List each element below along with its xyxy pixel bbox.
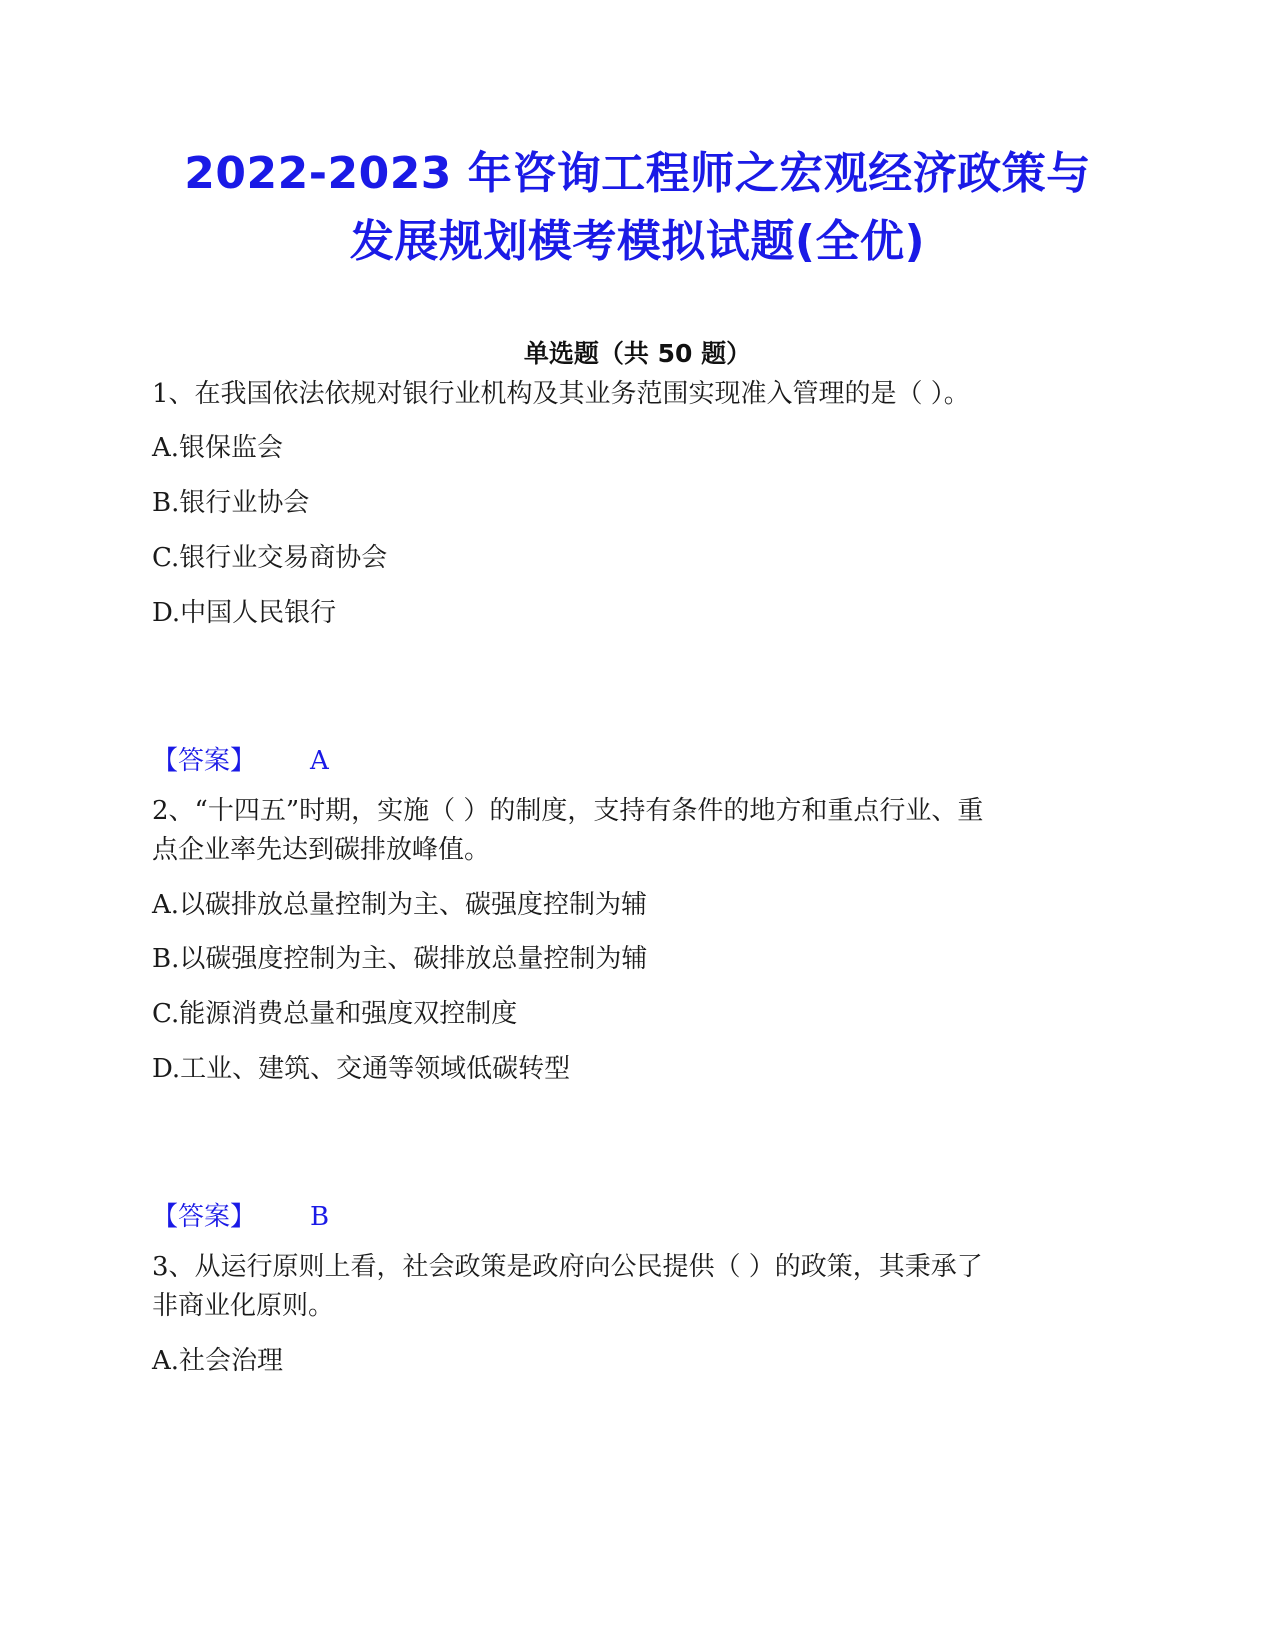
question-1-option-d: D.中国人民银行 (152, 598, 337, 628)
title-line-2: 发展规划模考模拟试题(全优) (349, 216, 926, 267)
answer-label: 【答案】 (152, 1202, 257, 1232)
answer-value: A (310, 746, 329, 776)
question-2-option-b: B.以碳强度控制为主、碳排放总量控制为辅 (152, 944, 648, 974)
document-title (120, 140, 1155, 276)
title-line-1: 2022-2023 年咨询工程师之宏观经济政策与 (184, 148, 1091, 199)
question-3-stem-line-2: 非商业化原则。 (152, 1291, 335, 1321)
question-2-stem-line-2: 点企业率先达到碳排放峰值。 (152, 835, 491, 865)
question-3-option-a: A.社会治理 (152, 1346, 284, 1376)
question-3-stem-line-1: 3、从运行原则上看，社会政策是政府向公民提供（ ）的政策，其秉承了 (152, 1252, 983, 1282)
question-2-option-a: A.以碳排放总量控制为主、碳强度控制为辅 (152, 890, 648, 920)
question-1-option-a: A.银保监会 (152, 433, 284, 463)
answer-value: B (310, 1202, 330, 1232)
section-heading: 单选题（共 50 题） (523, 339, 752, 368)
question-2-option-d: D.工业、建筑、交通等领域低碳转型 (152, 1054, 571, 1084)
question-2-option-c: C.能源消费总量和强度双控制度 (152, 999, 518, 1029)
question-1-option-c: C.银行业交易商协会 (152, 543, 388, 573)
question-1-answer (152, 740, 329, 777)
question-1-option-b: B.银行业协会 (152, 488, 310, 518)
question-2-answer (152, 1196, 329, 1233)
question-2-stem-line-1: 2、“十四五”时期，实施（ ）的制度，支持有条件的地方和重点行业、重 (152, 796, 984, 826)
answer-label: 【答案】 (152, 746, 257, 776)
question-1-stem: 1、在我国依法依规对银行业机构及其业务范围实现准入管理的是（ ）。 (152, 379, 970, 409)
